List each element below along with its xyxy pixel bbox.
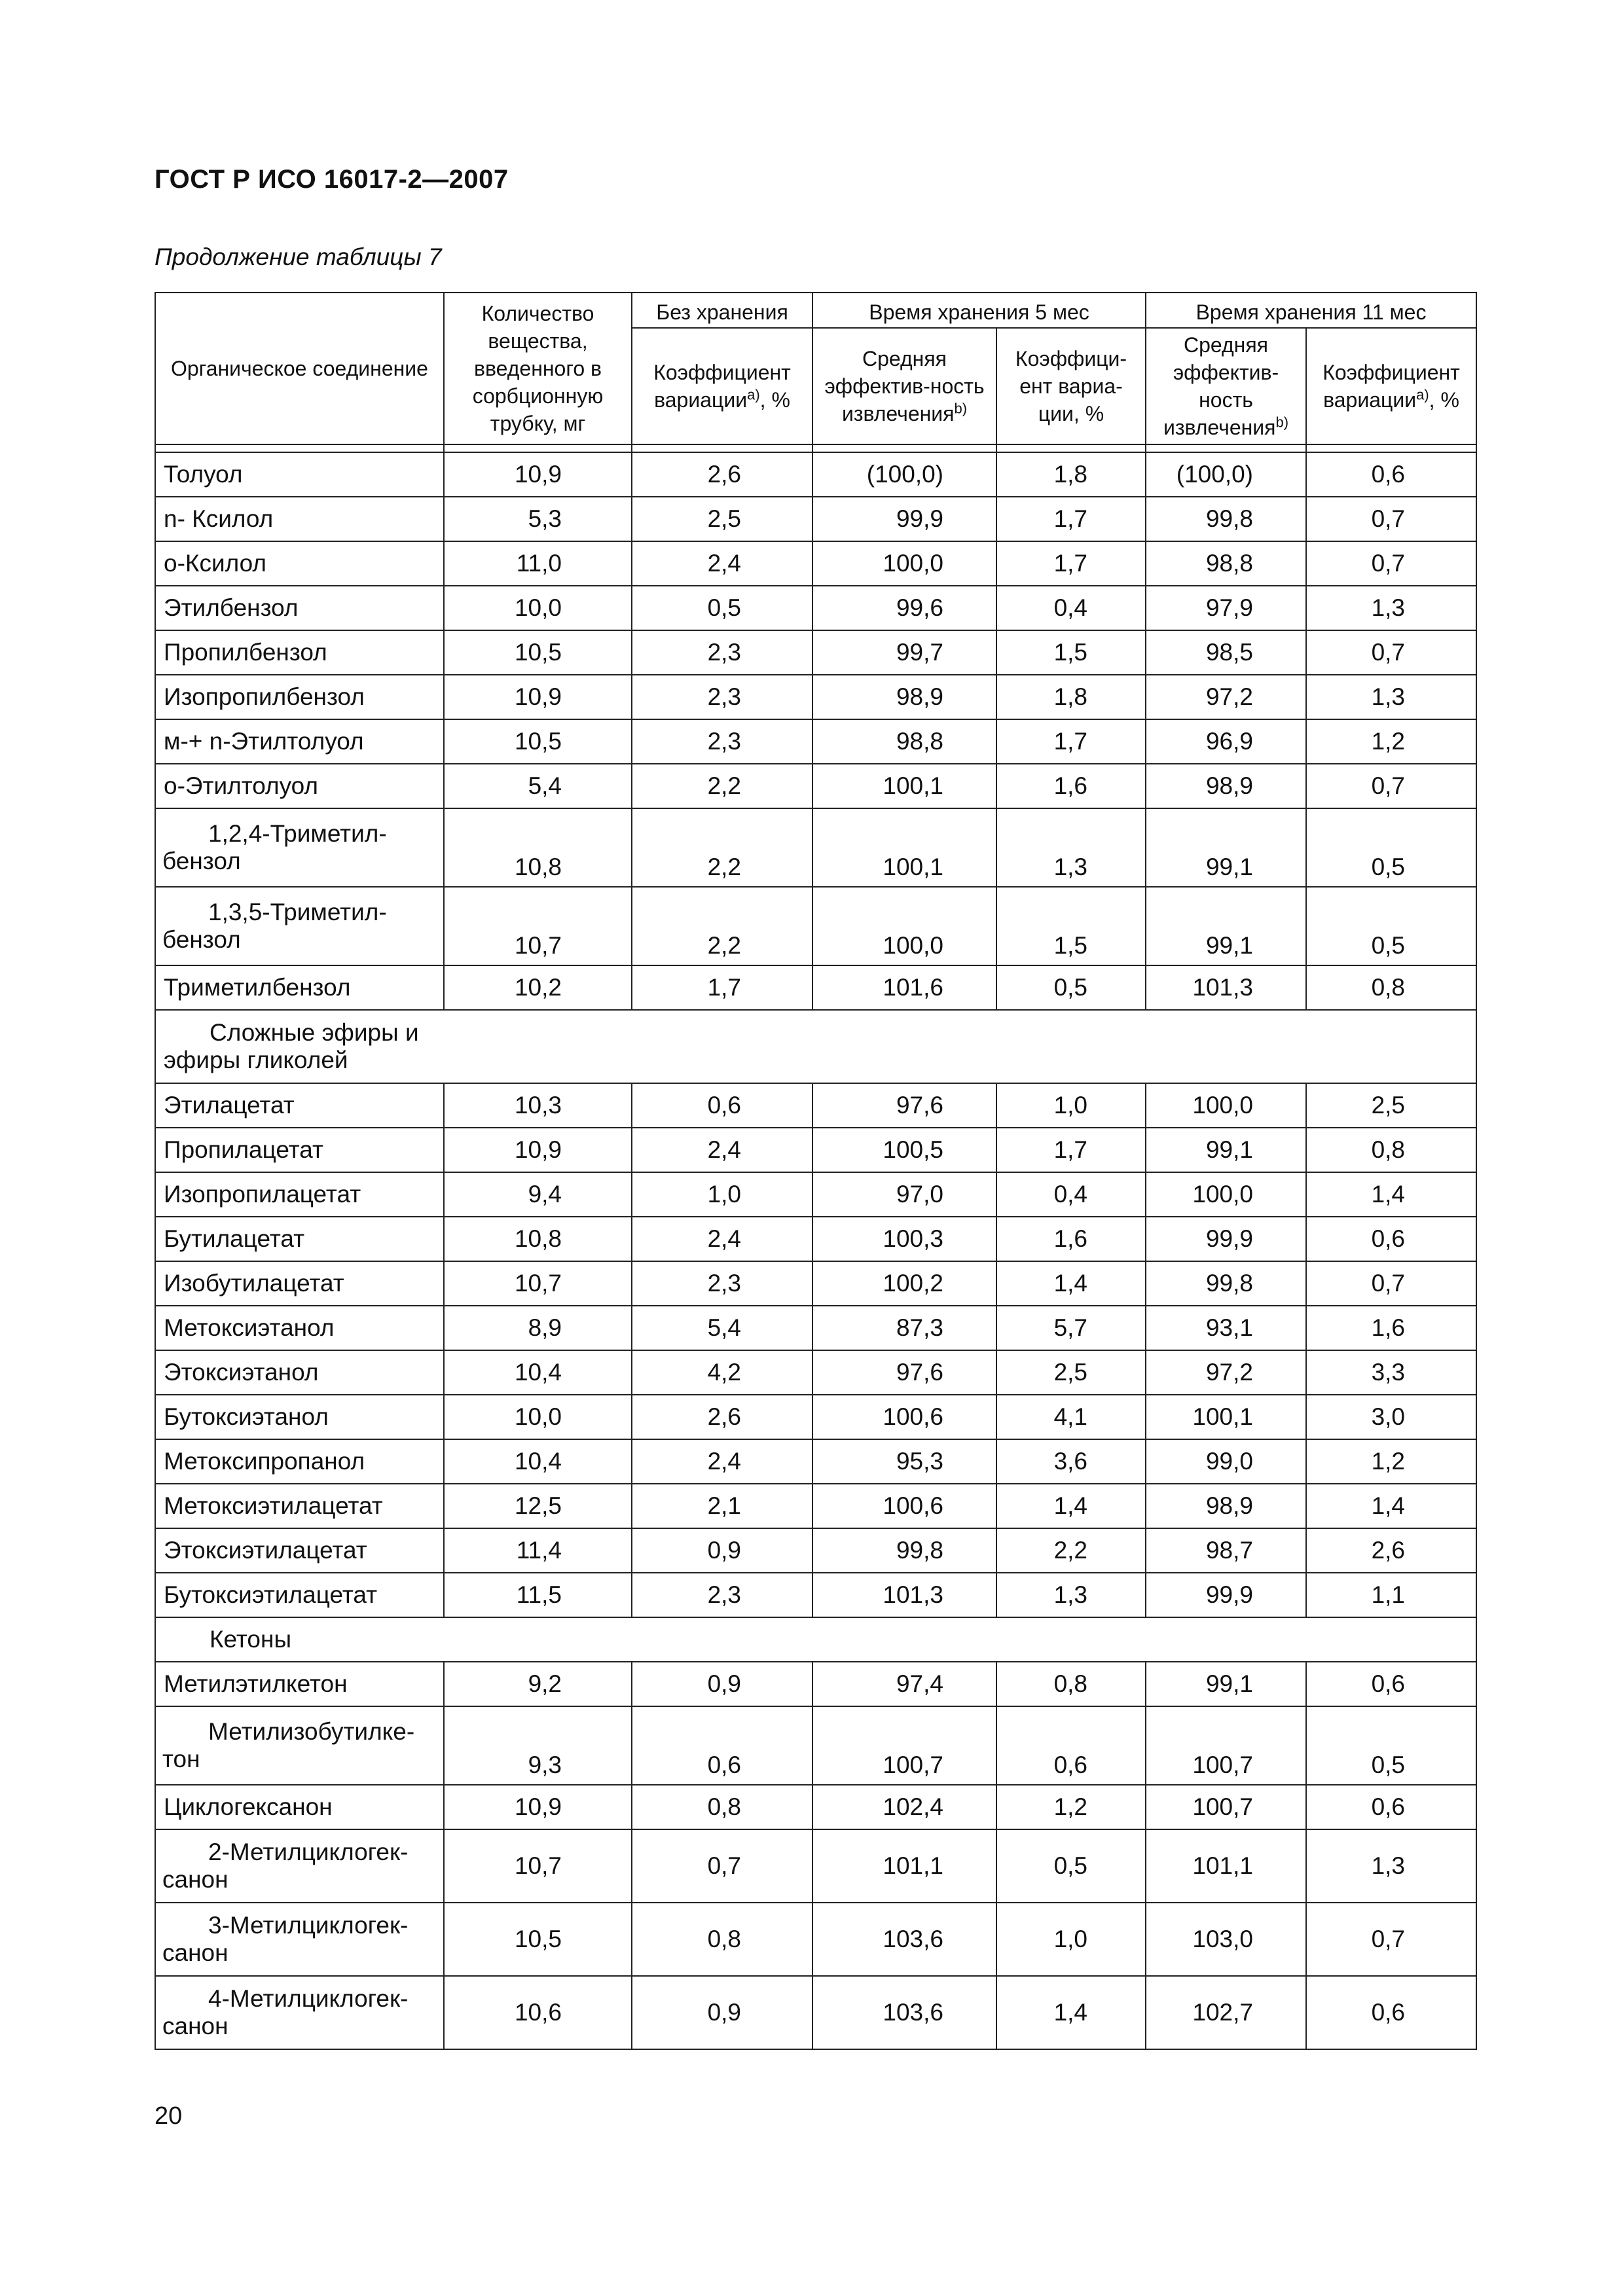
mean-efficiency-5m-cell: 100,5 xyxy=(812,1128,996,1172)
cv-5m-cell: 1,3 xyxy=(996,808,1146,887)
compound-name: Триметилбензол xyxy=(155,965,444,1010)
data-table xyxy=(155,292,1477,2050)
mean-efficiency-5m-cell: 100,6 xyxy=(812,1484,996,1528)
cv-11m-cell: 1,1 xyxy=(1306,1573,1476,1617)
mean-efficiency-5m-cell: 100,0 xyxy=(812,887,996,965)
compound-name: Изопропилбензол xyxy=(155,675,444,719)
cv-11m-cell: 0,7 xyxy=(1306,497,1476,541)
quantity-cell: 10,9 xyxy=(444,1785,632,1829)
compound-name: м-+ n-Этилтолуол xyxy=(155,719,444,764)
cv-no-storage-cell: 1,0 xyxy=(632,1172,812,1217)
cv-11m-cell: 1,4 xyxy=(1306,1172,1476,1217)
mean-efficiency-11m-cell: 99,1 xyxy=(1146,887,1306,965)
header-cv-11m: Коэффициент вариации$^{a)}$, % xyxy=(1306,328,1476,444)
quantity-cell: 9,4 xyxy=(444,1172,632,1217)
cv-5m-cell: 4,1 xyxy=(996,1395,1146,1439)
compound-name: Метилэтилкетон xyxy=(155,1662,444,1706)
cv-5m-cell: 0,5 xyxy=(996,965,1146,1010)
table-row xyxy=(155,1829,1476,1903)
cv-no-storage-cell: 2,3 xyxy=(632,675,812,719)
mean-efficiency-11m-cell: 98,8 xyxy=(1146,541,1306,586)
mean-efficiency-11m-cell: 99,8 xyxy=(1146,1261,1306,1306)
quantity-cell: 11,0 xyxy=(444,541,632,586)
cv-5m-cell: 0,6 xyxy=(996,1706,1146,1785)
header-mean-efficiency-5m: Средняя эффектив-ность извлечения$^{b)}$ xyxy=(812,328,996,444)
compound-name: Толуол xyxy=(155,452,444,497)
mean-efficiency-5m-cell: 95,3 xyxy=(812,1439,996,1484)
cv-11m-cell: 0,6 xyxy=(1306,452,1476,497)
compound-name: Метоксипропанол xyxy=(155,1439,444,1484)
table-row xyxy=(155,764,1476,808)
header-row-1 xyxy=(155,293,1476,328)
mean-efficiency-11m-cell: 103,0 xyxy=(1146,1903,1306,1976)
table-row xyxy=(155,1439,1476,1484)
mean-efficiency-5m-cell: 99,9 xyxy=(812,497,996,541)
quantity-cell: 11,4 xyxy=(444,1528,632,1573)
cv-no-storage-cell: 2,3 xyxy=(632,719,812,764)
cv-5m-cell: 1,5 xyxy=(996,887,1146,965)
table-row xyxy=(155,1976,1476,2049)
table-row xyxy=(155,1395,1476,1439)
cv-no-storage-cell: 2,6 xyxy=(632,1395,812,1439)
table-row xyxy=(155,1083,1476,1128)
mean-efficiency-5m-cell: 100,1 xyxy=(812,808,996,887)
mean-efficiency-5m-cell: 87,3 xyxy=(812,1306,996,1350)
quantity-cell: 10,5 xyxy=(444,630,632,675)
cv-no-storage-cell: 2,6 xyxy=(632,452,812,497)
cv-11m-cell: 0,5 xyxy=(1306,1706,1476,1785)
mean-efficiency-5m-cell: 101,3 xyxy=(812,1573,996,1617)
compound-name: Пропилбензол xyxy=(155,630,444,675)
mean-efficiency-11m-cell: 97,9 xyxy=(1146,586,1306,630)
cv-5m-cell: 1,8 xyxy=(996,452,1146,497)
section-heading: Сложные эфиры и эфиры гликолей xyxy=(155,1010,1476,1083)
table-row xyxy=(155,1172,1476,1217)
cv-no-storage-cell: 2,4 xyxy=(632,541,812,586)
cv-5m-cell: 1,0 xyxy=(996,1083,1146,1128)
quantity-cell: 10,9 xyxy=(444,675,632,719)
table-row xyxy=(155,1706,1476,1785)
compound-name: 2-Метилциклогек- санон xyxy=(155,1829,444,1903)
mean-efficiency-11m-cell: 99,8 xyxy=(1146,497,1306,541)
table-row xyxy=(155,1573,1476,1617)
compound-name: Метоксиэтилацетат xyxy=(155,1484,444,1528)
cv-no-storage-cell: 0,5 xyxy=(632,586,812,630)
header-no-storage: Без хранения xyxy=(632,293,812,328)
section-heading: Кетоны xyxy=(155,1617,1476,1662)
cv-no-storage-cell: 0,6 xyxy=(632,1706,812,1785)
cv-5m-cell: 0,8 xyxy=(996,1662,1146,1706)
compound-name: Изопропилацетат xyxy=(155,1172,444,1217)
header-organic-compound: Органическое соединение xyxy=(155,293,444,444)
mean-efficiency-11m-cell: 99,9 xyxy=(1146,1217,1306,1261)
mean-efficiency-11m-cell: 98,5 xyxy=(1146,630,1306,675)
mean-efficiency-5m-cell: 99,6 xyxy=(812,586,996,630)
cv-no-storage-cell: 0,9 xyxy=(632,1528,812,1573)
cv-no-storage-cell: 2,2 xyxy=(632,808,812,887)
cv-11m-cell: 0,6 xyxy=(1306,1662,1476,1706)
cv-no-storage-cell: 2,4 xyxy=(632,1128,812,1172)
cv-5m-cell: 3,6 xyxy=(996,1439,1146,1484)
cv-5m-cell: 1,4 xyxy=(996,1261,1146,1306)
cv-5m-cell: 1,4 xyxy=(996,1484,1146,1528)
mean-efficiency-11m-cell: 100,7 xyxy=(1146,1785,1306,1829)
header-mean-efficiency-11m: Средняя эффектив-ность извлечения$^{b)}$ xyxy=(1146,328,1306,444)
cv-11m-cell: 0,7 xyxy=(1306,1261,1476,1306)
quantity-cell: 10,0 xyxy=(444,1395,632,1439)
document-title: ГОСТ Р ИСО 16017-2—2007 xyxy=(155,165,509,194)
quantity-cell: 12,5 xyxy=(444,1484,632,1528)
header-separator xyxy=(155,444,1476,452)
cv-11m-cell: 1,3 xyxy=(1306,586,1476,630)
cv-no-storage-cell: 2,2 xyxy=(632,764,812,808)
header-quantity: Количество вещества, введенного в сорбционную трубку, мг xyxy=(444,293,632,444)
quantity-cell: 10,4 xyxy=(444,1439,632,1484)
mean-efficiency-5m-cell: 100,7 xyxy=(812,1706,996,1785)
cv-11m-cell: 1,3 xyxy=(1306,1829,1476,1903)
cv-no-storage-cell: 0,7 xyxy=(632,1829,812,1903)
cv-5m-cell: 1,2 xyxy=(996,1785,1146,1829)
mean-efficiency-11m-cell: 99,1 xyxy=(1146,1128,1306,1172)
cv-11m-cell: 2,6 xyxy=(1306,1528,1476,1573)
table-row xyxy=(155,630,1476,675)
compound-name: 1,2,4-Триметил- бензол xyxy=(155,808,444,887)
mean-efficiency-5m-cell: 102,4 xyxy=(812,1785,996,1829)
mean-efficiency-11m-cell: 101,1 xyxy=(1146,1829,1306,1903)
header-storage-11-months: Время хранения 11 мес xyxy=(1146,293,1476,328)
cv-11m-cell: 0,7 xyxy=(1306,541,1476,586)
cv-5m-cell: 1,3 xyxy=(996,1573,1146,1617)
quantity-cell: 10,0 xyxy=(444,586,632,630)
mean-efficiency-11m-cell: 97,2 xyxy=(1146,675,1306,719)
mean-efficiency-11m-cell: 98,7 xyxy=(1146,1528,1306,1573)
cv-no-storage-cell: 0,8 xyxy=(632,1903,812,1976)
cv-no-storage-cell: 5,4 xyxy=(632,1306,812,1350)
quantity-cell: 9,3 xyxy=(444,1706,632,1785)
quantity-cell: 5,4 xyxy=(444,764,632,808)
mean-efficiency-5m-cell: 97,4 xyxy=(812,1662,996,1706)
quantity-cell: 10,8 xyxy=(444,1217,632,1261)
cv-11m-cell: 0,8 xyxy=(1306,1128,1476,1172)
mean-efficiency-11m-cell: 99,9 xyxy=(1146,1573,1306,1617)
cv-5m-cell: 1,4 xyxy=(996,1976,1146,2049)
compound-name: Этоксиэтанол xyxy=(155,1350,444,1395)
quantity-cell: 8,9 xyxy=(444,1306,632,1350)
quantity-cell: 10,4 xyxy=(444,1350,632,1395)
mean-efficiency-11m-cell: (100,0) xyxy=(1146,452,1306,497)
mean-efficiency-5m-cell: 103,6 xyxy=(812,1903,996,1976)
cv-5m-cell: 0,5 xyxy=(996,1829,1146,1903)
mean-efficiency-5m-cell: 100,1 xyxy=(812,764,996,808)
table-row xyxy=(155,887,1476,965)
mean-efficiency-11m-cell: 98,9 xyxy=(1146,764,1306,808)
table-row xyxy=(155,1128,1476,1172)
quantity-cell: 10,9 xyxy=(444,452,632,497)
mean-efficiency-11m-cell: 100,1 xyxy=(1146,1395,1306,1439)
compound-name: Изобутилацетат xyxy=(155,1261,444,1306)
compound-name: Этоксиэтилацетат xyxy=(155,1528,444,1573)
cv-11m-cell: 0,6 xyxy=(1306,1976,1476,2049)
cv-no-storage-cell: 2,2 xyxy=(632,887,812,965)
cv-11m-cell: 1,6 xyxy=(1306,1306,1476,1350)
cv-no-storage-cell: 4,2 xyxy=(632,1350,812,1395)
cv-no-storage-cell: 2,4 xyxy=(632,1439,812,1484)
header-cv-no-storage: Коэффициент вариации$^{a)}$, % xyxy=(632,328,812,444)
quantity-cell: 10,2 xyxy=(444,965,632,1010)
mean-efficiency-5m-cell: 100,6 xyxy=(812,1395,996,1439)
quantity-cell: 10,5 xyxy=(444,1903,632,1976)
mean-efficiency-11m-cell: 99,1 xyxy=(1146,1662,1306,1706)
mean-efficiency-5m-cell: 103,6 xyxy=(812,1976,996,2049)
table-row xyxy=(155,1785,1476,1829)
cv-5m-cell: 1,7 xyxy=(996,541,1146,586)
compound-name: Этилацетат xyxy=(155,1083,444,1128)
quantity-cell: 10,7 xyxy=(444,1261,632,1306)
compound-name: Этилбензол xyxy=(155,586,444,630)
quantity-cell: 10,7 xyxy=(444,887,632,965)
table-row xyxy=(155,1306,1476,1350)
table-row xyxy=(155,586,1476,630)
compound-name: 1,3,5-Триметил- бензол xyxy=(155,887,444,965)
mean-efficiency-11m-cell: 99,0 xyxy=(1146,1439,1306,1484)
table-row xyxy=(155,1350,1476,1395)
cv-no-storage-cell: 1,7 xyxy=(632,965,812,1010)
mean-efficiency-11m-cell: 97,2 xyxy=(1146,1350,1306,1395)
quantity-cell: 5,3 xyxy=(444,497,632,541)
cv-no-storage-cell: 2,4 xyxy=(632,1217,812,1261)
compound-name: о-Этилтолуол xyxy=(155,764,444,808)
compound-name: о-Ксилол xyxy=(155,541,444,586)
table-row xyxy=(155,1662,1476,1706)
cv-5m-cell: 5,7 xyxy=(996,1306,1146,1350)
page-number: 20 xyxy=(155,2102,183,2130)
cv-5m-cell: 1,6 xyxy=(996,1217,1146,1261)
mean-efficiency-5m-cell: 100,0 xyxy=(812,541,996,586)
mean-efficiency-5m-cell: 101,6 xyxy=(812,965,996,1010)
cv-11m-cell: 0,6 xyxy=(1306,1785,1476,1829)
table-row xyxy=(155,1261,1476,1306)
header-cv-5m: Коэффици-ент вариа-ции, % xyxy=(996,328,1146,444)
table-row xyxy=(155,719,1476,764)
cv-5m-cell: 1,5 xyxy=(996,630,1146,675)
cv-5m-cell: 1,6 xyxy=(996,764,1146,808)
cv-11m-cell: 0,8 xyxy=(1306,965,1476,1010)
table-caption: Продолжение таблицы 7 xyxy=(155,243,442,270)
mean-efficiency-5m-cell: 99,7 xyxy=(812,630,996,675)
mean-efficiency-5m-cell: 98,9 xyxy=(812,675,996,719)
cv-11m-cell: 1,4 xyxy=(1306,1484,1476,1528)
cv-11m-cell: 0,7 xyxy=(1306,630,1476,675)
table-row xyxy=(155,452,1476,497)
mean-efficiency-5m-cell: 98,8 xyxy=(812,719,996,764)
compound-name: Бутилацетат xyxy=(155,1217,444,1261)
table-row xyxy=(155,808,1476,887)
mean-efficiency-5m-cell: 97,0 xyxy=(812,1172,996,1217)
mean-efficiency-11m-cell: 96,9 xyxy=(1146,719,1306,764)
cv-11m-cell: 1,2 xyxy=(1306,719,1476,764)
cv-5m-cell: 1,8 xyxy=(996,675,1146,719)
table-row xyxy=(155,1217,1476,1261)
cv-11m-cell: 0,7 xyxy=(1306,764,1476,808)
mean-efficiency-5m-cell: 101,1 xyxy=(812,1829,996,1903)
cv-11m-cell: 1,3 xyxy=(1306,675,1476,719)
quantity-cell: 10,3 xyxy=(444,1083,632,1128)
cv-no-storage-cell: 0,9 xyxy=(632,1976,812,2049)
table-row xyxy=(155,965,1476,1010)
cv-no-storage-cell: 2,3 xyxy=(632,1261,812,1306)
cv-11m-cell: 0,6 xyxy=(1306,1217,1476,1261)
compound-name: 4-Метилциклогек- санон xyxy=(155,1976,444,2049)
mean-efficiency-11m-cell: 101,3 xyxy=(1146,965,1306,1010)
mean-efficiency-11m-cell: 93,1 xyxy=(1146,1306,1306,1350)
cv-11m-cell: 1,2 xyxy=(1306,1439,1476,1484)
compound-name: Бутоксиэтанол xyxy=(155,1395,444,1439)
cv-no-storage-cell: 0,8 xyxy=(632,1785,812,1829)
mean-efficiency-11m-cell: 99,1 xyxy=(1146,808,1306,887)
mean-efficiency-5m-cell: 97,6 xyxy=(812,1083,996,1128)
cv-5m-cell: 2,5 xyxy=(996,1350,1146,1395)
compound-name: Пропилацетат xyxy=(155,1128,444,1172)
table-row xyxy=(155,497,1476,541)
cv-5m-cell: 2,2 xyxy=(996,1528,1146,1573)
header-storage-5-months: Время хранения 5 мес xyxy=(812,293,1146,328)
compound-name: Циклогексанон xyxy=(155,1785,444,1829)
table-row xyxy=(155,541,1476,586)
compound-name: 3-Метилциклогек- санон xyxy=(155,1903,444,1976)
mean-efficiency-11m-cell: 102,7 xyxy=(1146,1976,1306,2049)
cv-no-storage-cell: 0,9 xyxy=(632,1662,812,1706)
mean-efficiency-11m-cell: 100,0 xyxy=(1146,1083,1306,1128)
cv-11m-cell: 0,5 xyxy=(1306,887,1476,965)
mean-efficiency-11m-cell: 100,7 xyxy=(1146,1706,1306,1785)
cv-5m-cell: 1,7 xyxy=(996,719,1146,764)
quantity-cell: 10,5 xyxy=(444,719,632,764)
table-body xyxy=(155,293,1476,2049)
table-row xyxy=(155,1528,1476,1573)
cv-no-storage-cell: 2,3 xyxy=(632,630,812,675)
cv-11m-cell: 0,5 xyxy=(1306,808,1476,887)
quantity-cell: 9,2 xyxy=(444,1662,632,1706)
cv-no-storage-cell: 2,3 xyxy=(632,1573,812,1617)
mean-efficiency-5m-cell: 100,3 xyxy=(812,1217,996,1261)
mean-efficiency-5m-cell: 97,6 xyxy=(812,1350,996,1395)
cv-5m-cell: 0,4 xyxy=(996,586,1146,630)
quantity-cell: 10,7 xyxy=(444,1829,632,1903)
mean-efficiency-5m-cell: 99,8 xyxy=(812,1528,996,1573)
compound-name: Метилизобутилке- тон xyxy=(155,1706,444,1785)
cv-11m-cell: 3,0 xyxy=(1306,1395,1476,1439)
table-row xyxy=(155,1484,1476,1528)
cv-no-storage-cell: 0,6 xyxy=(632,1083,812,1128)
mean-efficiency-5m-cell: 100,2 xyxy=(812,1261,996,1306)
quantity-cell: 10,6 xyxy=(444,1976,632,2049)
compound-name: Метоксиэтанол xyxy=(155,1306,444,1350)
section-row xyxy=(155,1617,1476,1662)
mean-efficiency-11m-cell: 100,0 xyxy=(1146,1172,1306,1217)
cv-11m-cell: 3,3 xyxy=(1306,1350,1476,1395)
cv-5m-cell: 0,4 xyxy=(996,1172,1146,1217)
table-row xyxy=(155,675,1476,719)
cv-5m-cell: 1,7 xyxy=(996,497,1146,541)
table-row xyxy=(155,1903,1476,1976)
quantity-cell: 10,8 xyxy=(444,808,632,887)
cv-5m-cell: 1,0 xyxy=(996,1903,1146,1976)
cv-no-storage-cell: 2,1 xyxy=(632,1484,812,1528)
mean-efficiency-11m-cell: 98,9 xyxy=(1146,1484,1306,1528)
section-row xyxy=(155,1010,1476,1083)
quantity-cell: 10,9 xyxy=(444,1128,632,1172)
compound-name: n- Ксилол xyxy=(155,497,444,541)
cv-no-storage-cell: 2,5 xyxy=(632,497,812,541)
cv-11m-cell: 2,5 xyxy=(1306,1083,1476,1128)
cv-5m-cell: 1,7 xyxy=(996,1128,1146,1172)
cv-11m-cell: 0,7 xyxy=(1306,1903,1476,1976)
compound-name: Бутоксиэтилацетат xyxy=(155,1573,444,1617)
mean-efficiency-5m-cell: (100,0) xyxy=(812,452,996,497)
quantity-cell: 11,5 xyxy=(444,1573,632,1617)
